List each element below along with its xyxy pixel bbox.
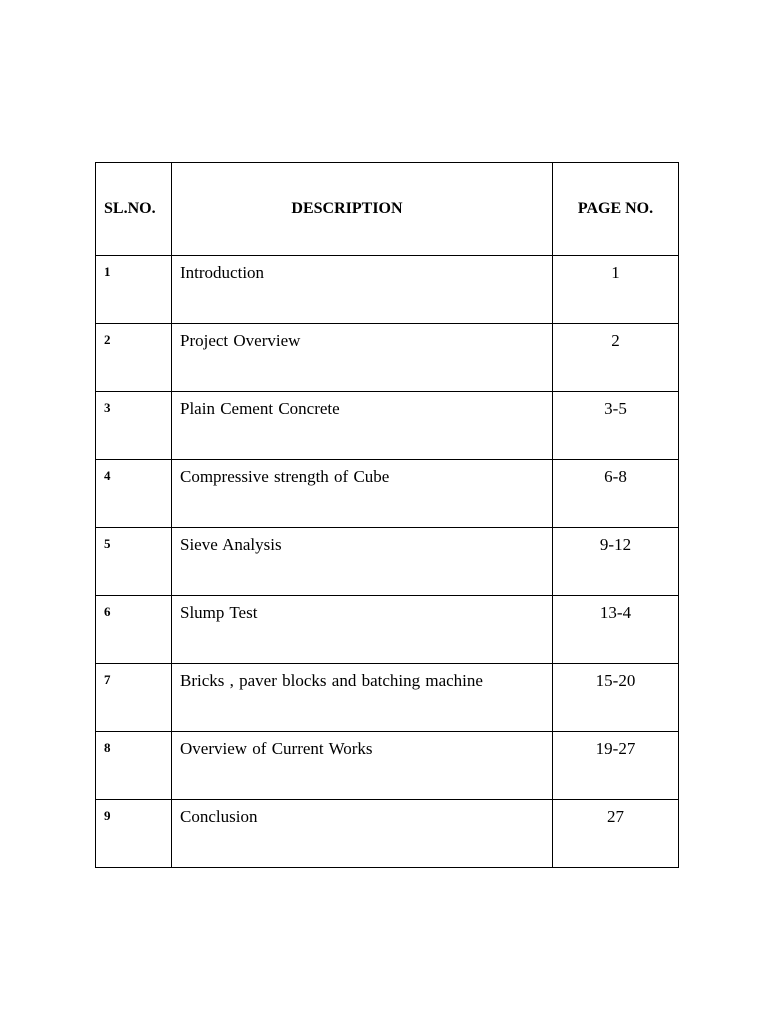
- row-sl-number: 5: [96, 528, 172, 596]
- row-sl-number: 2: [96, 324, 172, 392]
- row-page-number: 3-5: [553, 392, 679, 460]
- row-page-number: 2: [553, 324, 679, 392]
- row-page-number: 19-27: [553, 732, 679, 800]
- row-page-number: 1: [553, 256, 679, 324]
- row-description: Introduction: [172, 256, 553, 324]
- table-row: [96, 324, 679, 392]
- row-sl-number: 3: [96, 392, 172, 460]
- row-description: Overview of Current Works: [172, 732, 553, 800]
- header-description: DESCRIPTION: [172, 163, 553, 256]
- row-sl-number: 4: [96, 460, 172, 528]
- row-page-number: 13-4: [553, 596, 679, 664]
- header-page-no: PAGE NO.: [553, 163, 679, 256]
- table-row: [96, 732, 679, 800]
- row-sl-number: 9: [96, 800, 172, 868]
- table-header-row: [96, 163, 679, 256]
- row-sl-number: 1: [96, 256, 172, 324]
- row-description: Project Overview: [172, 324, 553, 392]
- row-description: Plain Cement Concrete: [172, 392, 553, 460]
- table-row: [96, 664, 679, 732]
- table-of-contents: [95, 162, 679, 868]
- table-row: [96, 800, 679, 868]
- row-sl-number: 8: [96, 732, 172, 800]
- table-row: [96, 256, 679, 324]
- table-row: [96, 596, 679, 664]
- row-page-number: 27: [553, 800, 679, 868]
- row-sl-number: 6: [96, 596, 172, 664]
- header-sl-no: SL.NO.: [96, 163, 172, 256]
- table-row: [96, 392, 679, 460]
- row-page-number: 15-20: [553, 664, 679, 732]
- row-page-number: 6-8: [553, 460, 679, 528]
- row-description: Slump Test: [172, 596, 553, 664]
- row-description: Compressive strength of Cube: [172, 460, 553, 528]
- row-page-number: 9-12: [553, 528, 679, 596]
- row-description: Conclusion: [172, 800, 553, 868]
- row-sl-number: 7: [96, 664, 172, 732]
- row-description: Sieve Analysis: [172, 528, 553, 596]
- row-description: Bricks , paver blocks and batching machine: [172, 664, 553, 732]
- table-row: [96, 460, 679, 528]
- table-row: [96, 528, 679, 596]
